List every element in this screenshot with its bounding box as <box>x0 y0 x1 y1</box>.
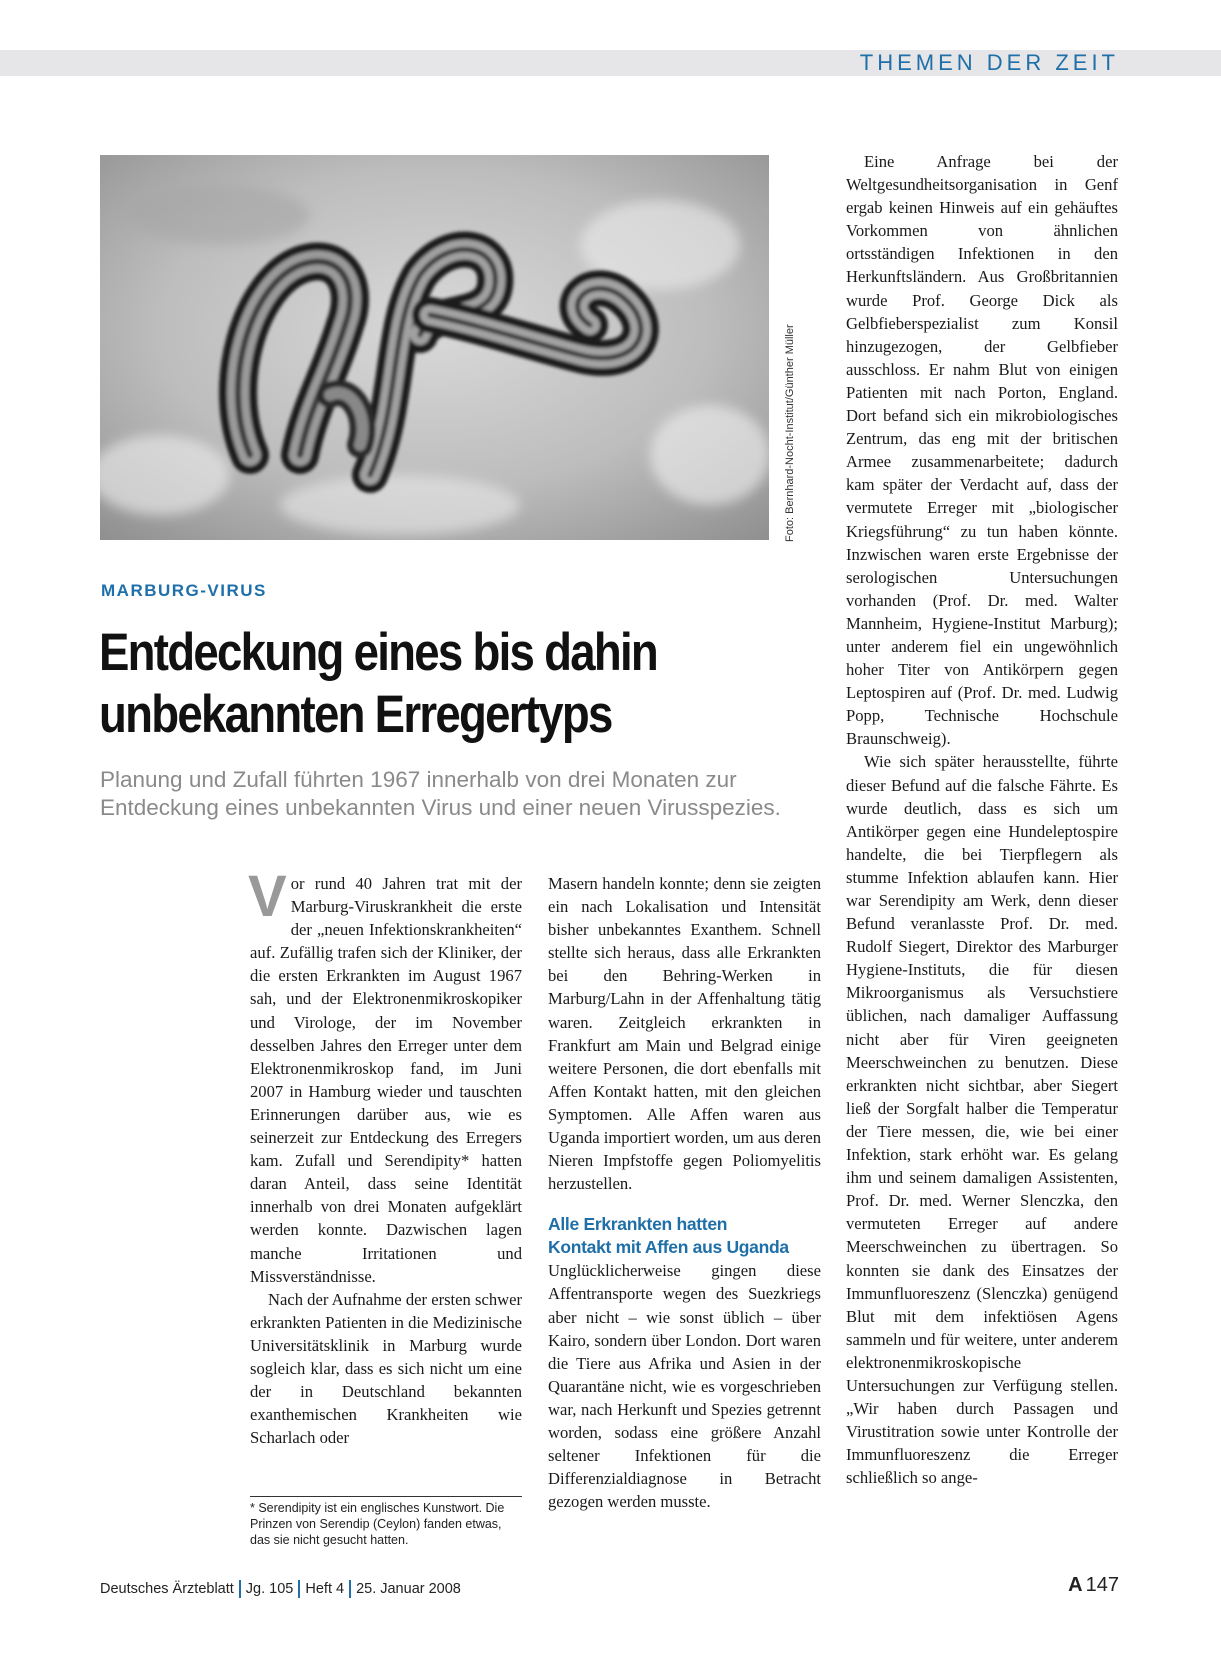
paragraph: Masern handeln konnte; denn sie zeigten ein nach Lokalisation und Intensität bisher unbekanntes Exanthem. Schnell stellte sich heraus, dass alle Erkrankten bei den Behring-Werken in Marburg/Lahn in der Affenhaltung tätig waren. Zeitgleich erkrankten in Frankfurt am Main und Belgrad einige weitere Personen, die dort ebenfalls mit Affen Kontakt hatten, mit den gleichen Symptomen. Alle Affen waren aus Uganda importiert worden, um aus deren Nieren Impfstoffe gegen Poliomyelitis herzustellen. <box>548 874 821 1194</box>
footer-separator <box>298 1580 300 1598</box>
paragraph: Unglücklicherweise gingen diese Affentransporte wegen des Suezkriegs aber nicht – wie sonst üblich – über Kairo, sondern über London. Dort waren die Tiere aus Afrika und Asien in der Quarantäne nicht, wie es vorgeschrieben war, nach Herkunft und Spezies getrennt worden, sodass eine größere Anzahl seltener Infektionen für die Differenzialdiagnose in Betracht gezogen werden musste. <box>548 1261 821 1512</box>
page-number-value: 147 <box>1085 1574 1119 1596</box>
article-subhead: Alle Erkrankten hatten Kontakt mit Affen aus Uganda <box>548 1214 789 1258</box>
issue-date: 25. Januar 2008 <box>356 1581 461 1597</box>
paragraph: Nach der Aufnahme der ersten schwer erkrankten Patienten in die Medizinische Universitätsklinik in Marburg wurde sogleich klar, dass es sich nicht um eine der in Deutschland bekannten exanthemischen Krankheiten wie Scharlach oder <box>250 1289 522 1448</box>
article-kicker: MARBURG-VIRUS <box>101 581 267 600</box>
paragraph: Wie sich später herausstellte, führte dieser Befund auf die falsche Fährte. Es wurde deutlich, dass es sich um Antikörper gegen eine Hundeleptospire handelte, die bei Tierpflegern als stumme Infektion ablaufen kann. Hier war Serendipity am Werk, denn dieser Befund veranlasste Prof. Dr. med. Rudolf Siegert, Direktor des Marburger Hygiene-Instituts, die für diesen Mikroorganismus als Versuchstiere üblichen, nach damaliger Auffassung nicht aber für Viren geeigneten Meerschweinchen zu benutzen. Diese erkrankten nicht sichtbar, aber Siegert ließ der Sorgfalt halber die Temperatur der Tiere messen, die, wie bei einer Infektion, stark erhöht war. Es gelang ihm und seinem damaligen Assistenten, Prof. Dr. med. Werner Slenczka, den vermuteten Erreger auf andere Meerschweinchen zu übertragen. So konnten sie dank des Einsatzes der Immunfluoreszenz (Slenczka) genügend Blut mit dem infektiösen Agens sammeln und für weitere, unter anderem elektronenmikroskopische Untersuchungen zur Verfügung stellen. „Wir haben durch Passagen und Virustitration sowie unter Kontrolle der Immunfluoreszenz die Erreger schließlich so ange- <box>846 752 1118 1488</box>
article-deck: Planung und Zufall führten 1967 innerhalb von drei Monaten zur Entdeckung eines unbekannten Virus und einer neuen Virusspezies. <box>100 767 781 820</box>
article-headline: Entdeckung eines bis dahin unbekannten Erregertyps <box>99 623 658 744</box>
photo-credit: Foto: Bernhard-Nocht-Institut/Günther Müller <box>784 324 796 542</box>
paragraph-text: or rund 40 Jahren trat mit der Marburg-Viruskrankheit die erste der „neuen Infektionskrankheiten“ auf. Zufällig trafen sich der Kliniker, der die ersten Erkrankten im August 1967 sah, und der Elektronenmikroskopiker und Virologe, der im November desselben Jahres den Erreger unter dem Elektronenmikroskop fand, im Juni 2007 in Hamburg wieder und tauschten Erinnerungen darüber aus, wie es seinerzeit zur Entdeckung des Erregers kam. Zufall und Serendipity* hatten daran Anteil, dass seine Identität innerhalb von drei Monaten aufgeklärt werden konnte. Dazwischen lagen manche Irritationen und Missverständnisse. <box>250 874 522 1286</box>
article-column-3 <box>846 150 1118 1489</box>
page-prefix: A <box>1068 1574 1083 1596</box>
article-column-1 <box>248 864 522 1449</box>
virus-micrograph <box>100 155 769 540</box>
drop-cap: V <box>248 864 287 929</box>
journal-volume: Jg. 105 <box>245 1581 294 1597</box>
footnote-rule <box>250 1496 522 1497</box>
paragraph <box>248 864 522 1288</box>
footer-separator <box>349 1580 351 1598</box>
footer-separator <box>239 1580 241 1598</box>
journal-issue: Heft 4 <box>305 1581 345 1597</box>
section-label: THEMEN DER ZEIT <box>859 50 1119 75</box>
journal-name: Deutsches Ärzteblatt <box>100 1581 234 1597</box>
paragraph: Eine Anfrage bei der Weltgesundheitsorganisation in Genf ergab keinen Hinweis auf ein gehäuftes Vorkommen von ähnlichen ortsständigen Infektionen in den Herkunftsländern. Aus Großbritannien wurde Prof. George Dick als Gelbfieberspezialist zum Konsil hinzugezogen, der Gelbfieber ausschloss. Er nahm Blut von einigen Patienten mit nach Porton, England. Dort befand sich ein mikrobiologisches Zentrum, das eng mit der britischen Armee zusammenarbeitete; dadurch kam später der Verdacht auf, dass der vermutete Erreger mit „biologischer Kriegsführung“ zu tun haben könnte. Inzwischen waren erste Ergebnisse der serologischen Untersuchungen vorhanden (Prof. Dr. med. Walter Mannheim, Hygiene-Institut Marburg); unter anderem fiel ein ungewöhnlich hoher Titer von Antikörpern gegen Leptospiren auf (Prof. Dr. med. Ludwig Popp, Technische Hochschule Braunschweig). <box>846 152 1118 749</box>
article-column-2 <box>548 872 821 1513</box>
footnote: * Serendipity ist ein englisches Kunstwort. Die Prinzen von Serendip (Ceylon) fanden etwas, das sie nicht gesucht hatten. <box>250 1501 505 1547</box>
page-footer <box>100 1580 461 1598</box>
page-number <box>1068 1574 1119 1597</box>
